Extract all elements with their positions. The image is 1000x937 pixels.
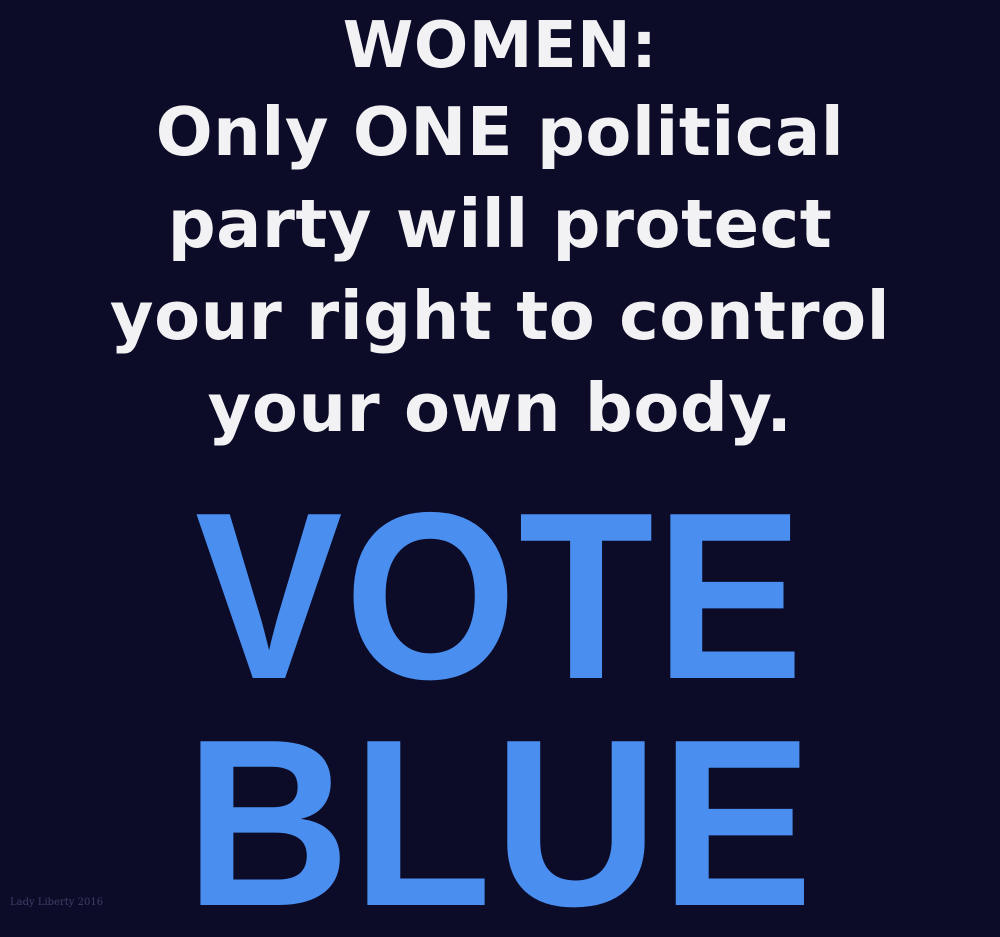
headline-line-4: your right to control <box>109 277 891 355</box>
headline-line-3: party will protect <box>167 185 833 263</box>
vote-text: VOTE <box>194 464 806 729</box>
headline-line-5: your own body. <box>207 369 793 447</box>
blue-text: BLUE <box>185 691 815 937</box>
headline-line-women: WOMEN: <box>342 9 658 83</box>
headline-line-2: Only ONE political <box>155 93 845 171</box>
credit-watermark: Lady Liberty 2016 <box>10 897 104 908</box>
headline <box>0 6 1000 454</box>
